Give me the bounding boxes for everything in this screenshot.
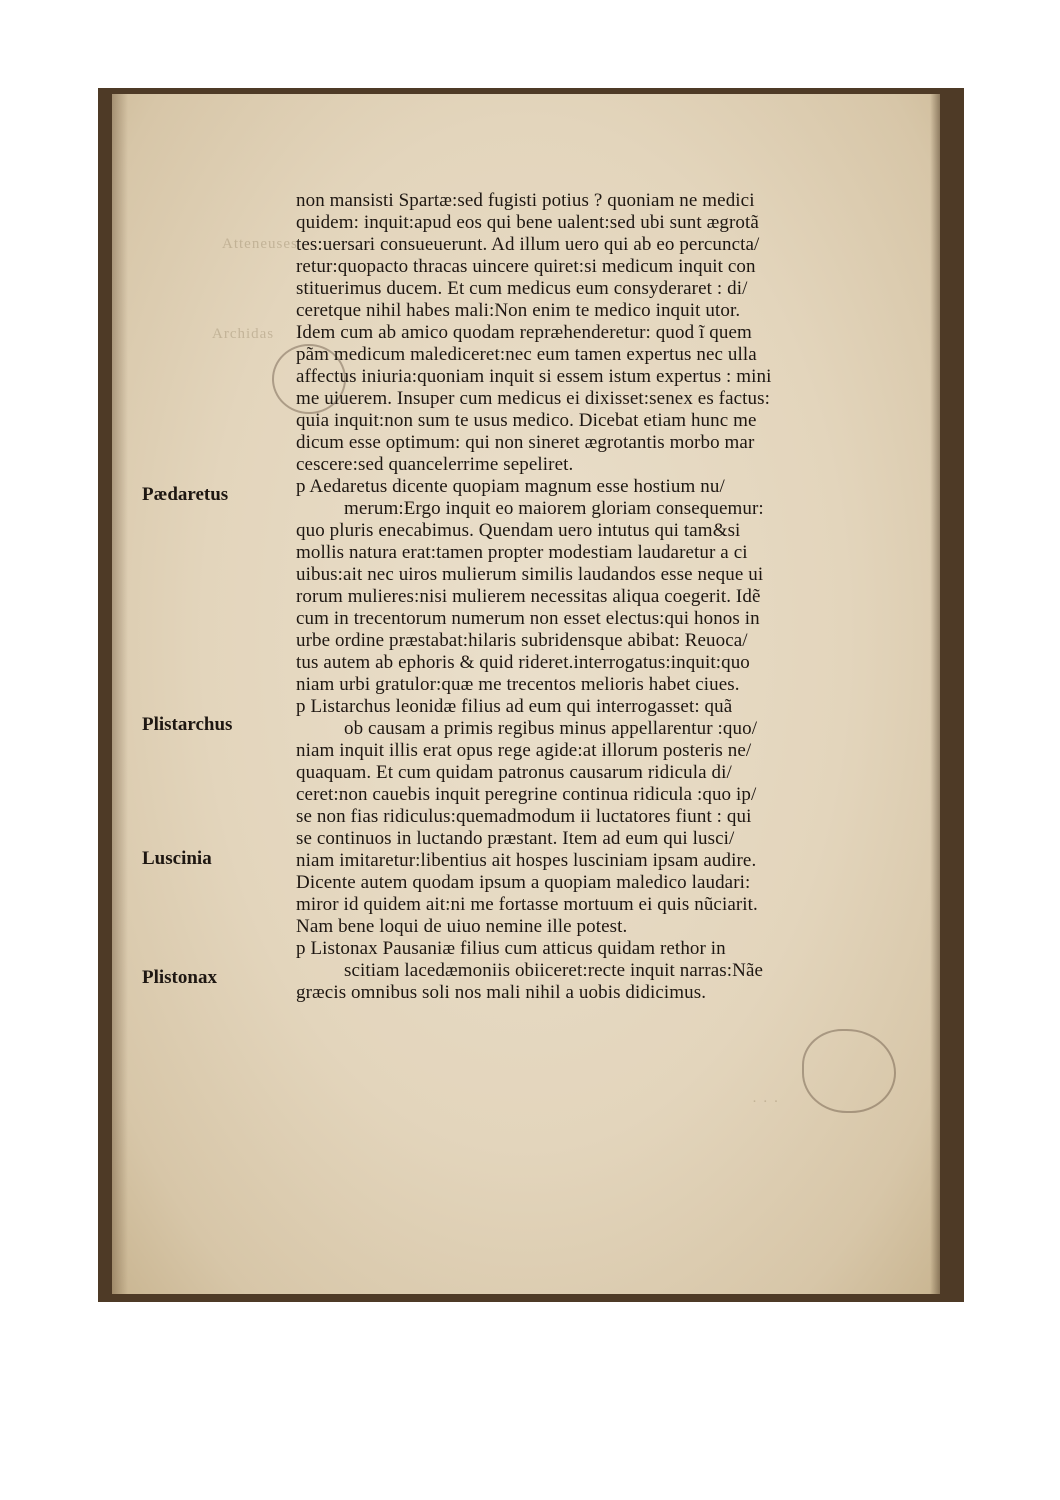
text-line: retur:quopacto thracas uincere quiret:si medicum inquit con: [296, 256, 756, 277]
text-line: quidem: inquit:apud eos qui bene ualent:sed ubi sunt ægrotã: [296, 212, 759, 233]
text-line: niam imitaretur:libentius ait hospes lusciniam ipsam audire.: [296, 850, 757, 871]
text-line: cum in trecentorum numerum non esset electus:qui honos in: [296, 608, 760, 629]
text-line: niam urbi gratulor:quæ me trecentos melioris habet ciues.: [296, 674, 740, 695]
text-line: se non fias ridiculus:quemadmodum ii luctatores fiunt : qui: [296, 806, 752, 827]
text-line: p Listarchus leonidæ filius ad eum qui interrogasset: quã: [296, 696, 733, 717]
text-line: pãm medicum malediceret:nec eum tamen expertus nec ulla: [296, 344, 757, 365]
scanned-page-photo: [98, 88, 964, 1302]
library-stamp: [802, 1029, 896, 1113]
text-line: Nam bene loqui de uiuo nemine ille potest.: [296, 916, 628, 937]
text-line: stituerimus ducem. Et cum medicus eum consyderaret : di/: [296, 278, 748, 299]
text-line: quia inquit:non sum te usus medico. Dicebat etiam hunc me: [296, 410, 757, 431]
text-line: quo pluris enecabimus. Quendam uero intutus qui tam&si: [296, 520, 741, 541]
text-line: non mansisti Spartæ:sed fugisti potius ? quoniam ne medici: [296, 190, 755, 211]
paper-leaf: [112, 94, 940, 1294]
text-line: uibus:ait nec uiros mulierum similis laudandos esse neque ui: [296, 564, 764, 585]
text-line: tes:uersari consueuerunt. Ad illum uero qui ab eo percuncta/: [296, 234, 760, 255]
text-line: cescere:sed quancelerrime sepeliret.: [296, 454, 574, 475]
text-line: scitiam lacedæmoniis obiiceret:recte inquit narras:Nãe: [344, 960, 764, 981]
show-through-text: Atteneuses: [222, 236, 298, 252]
text-line: se continuos in luctando præstant. Item ad eum qui lusci/: [296, 828, 735, 849]
text-line: mollis natura erat:tamen propter modestiam laudaretur a ci: [296, 542, 748, 563]
text-line: merum:Ergo inquit eo maiorem gloriam consequemur:: [344, 498, 764, 519]
text-line: p Aedaretus dicente quopiam magnum esse hostium nu/: [296, 476, 725, 497]
text-line: urbe ordine præstabat:hilaris subridensque abibat: Reuoca/: [296, 630, 748, 651]
show-through-text: · · ·: [752, 1094, 780, 1110]
text-line: rorum mulieres:nisi mulierem necessitas aliqua coegerit. Idẽ: [296, 586, 761, 607]
margin-heading-luscinia: Luscinia: [142, 848, 212, 869]
text-line: affectus iniuria:quoniam inquit si essem istum expertus : mini: [296, 366, 772, 387]
margin-heading-plistarchus: Plistarchus: [142, 714, 233, 735]
text-line: p Listonax Pausaniæ filius cum atticus quidam rethor in: [296, 938, 726, 959]
text-line: tus autem ab ephoris & quid rideret.interrogatus:inquit:quo: [296, 652, 750, 673]
text-line: quaquam. Et cum quidam patronus causarum ridicula di/: [296, 762, 732, 783]
margin-heading-plistonax: Plistonax: [142, 967, 217, 988]
gutter-shadow: [112, 94, 128, 1294]
show-through-text: Archidas: [212, 326, 275, 342]
text-line: ceret:non cauebis inquit peregrine continua ridicula :quo ip/: [296, 784, 757, 805]
margin-heading-paedaretus: Pædaretus: [142, 484, 229, 505]
text-line: Dicente autem quodam ipsum a quopiam maledico laudari:: [296, 872, 751, 893]
main-text-block: [296, 190, 910, 1004]
text-line: dicum esse optimum: qui non sineret ægrotantis morbo mar: [296, 432, 755, 453]
text-line: miror id quidem ait:ni me fortasse mortuum ei quis nũciarit.: [296, 894, 758, 915]
text-line: græcis omnibus soli nos mali nihil a uobis didicimus.: [296, 982, 707, 1003]
page-edge-shadow: [930, 94, 940, 1294]
text-line: ob causam a primis regibus minus appellarentur :quo/: [344, 718, 758, 739]
text-line: ceretque nihil habes mali:Non enim te medico inquit utor.: [296, 300, 741, 321]
text-line: niam inquit illis erat opus rege agide:at illorum posteris ne/: [296, 740, 752, 761]
text-line: Idem cum ab amico quodam repræhenderetur: quod ĩ quem: [296, 322, 752, 343]
text-line: me uiuerem. Insuper cum medicus ei dixisset:senex es factus:: [296, 388, 771, 409]
